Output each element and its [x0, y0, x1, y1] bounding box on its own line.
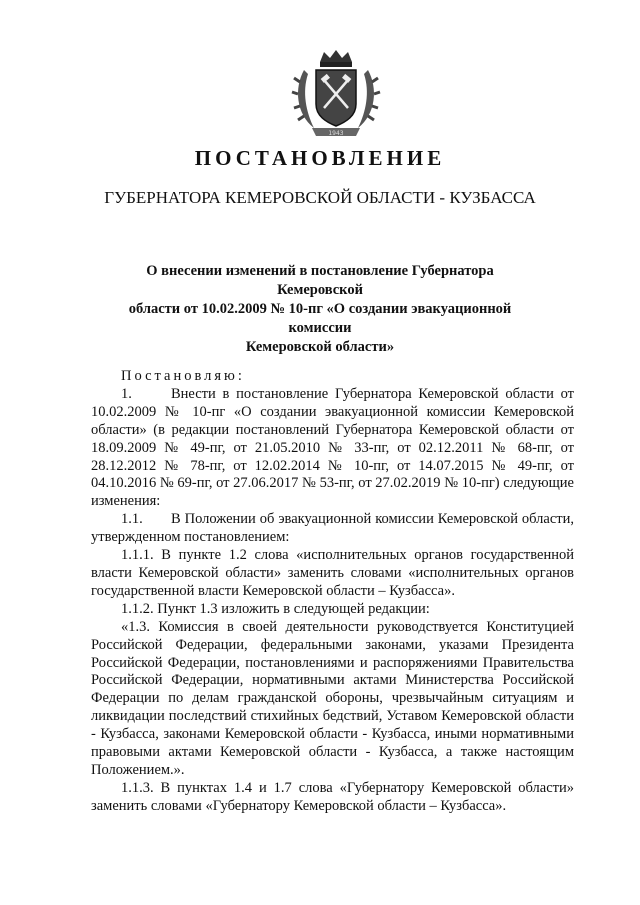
heading-line: Кемеровской области»	[245, 339, 395, 355]
paragraph-1-1-1: 1.1.1. В пункте 1.2 слова «исполнительных органов государственной власти Кемеровской области» заменить словами «исполнительных органов государственной власти Кемеровской области – Кузбасса».	[91, 547, 574, 599]
paragraph-1-1-2: 1.1.2. Пункт 1.3 изложить в следующей редакции:	[121, 600, 430, 617]
paragraph-1-1	[91, 511, 574, 547]
paragraph-1-1-3: 1.1.3. В пунктах 1.4 и 1.7 слова «Губернатору Кемеровской области» заменить словами «Губернатору Кемеровской области – Кузбасса».	[91, 779, 574, 814]
paragraph-text: В Положении об эвакуационной комиссии Кемеровской области, утвержденном постановлением:	[91, 511, 574, 546]
document-heading	[108, 262, 532, 357]
decree-word: Постановляю:	[121, 368, 245, 384]
paragraph-1	[91, 386, 574, 511]
svg-text:1943: 1943	[328, 130, 344, 137]
document-subtitle: ГУБЕРНАТОРА КЕМЕРОВСКОЙ ОБЛАСТИ - КУЗБАССА	[104, 188, 536, 207]
paragraph-number: 1.	[121, 385, 132, 402]
coat-of-arms-kemerovo-icon	[290, 48, 382, 140]
document-title: ПОСТАНОВЛЕНИЕ	[194, 146, 446, 170]
paragraph-number: 1.1.	[121, 511, 143, 528]
heading-line: О внесении изменений в постановление Губернатора Кемеровской	[146, 263, 494, 298]
paragraph-text: Внести в постановление Губернатора Кемеровской области от 10.02.2009 № 10-пг «О создании эвакуационной комиссии Кемеровской области» (в редакции постановлений Губернатора Кемеровской области от 18.09.2009 № 49-пг, от 21.05.2010 № 33-пг, от 02.12.2011 № 68-пг, от 28.12.2012 № 78-пг, от 12.02.2014 № 10-пг, от 14.07.2015 № 49-пг, от 04.10.2016 № 69-пг, от 27.06.2017 № 53-пг, от 27.02.2019 № 10-пг) следующие изменения:	[91, 385, 574, 510]
paragraph-1-3-quote: «1.3. Комиссия в своей деятельности руководствуется Конституцией Российской Федерации, федеральными законами, указами Президента Российской Федерации, постановлениями и распоряжениями Правительства Российской Федерации, нормативными актами Министерства Российской Федерации по делам гражданской обороны, чрезвычайным ситуациям и ликвидации последствий стихийных бедствий, Уставом Кемеровской области - Кузбасса, законами Кемеровской области - Кузбасса, иными нормативными правовыми актами Кемеровской области - Кузбасса, а также настоящим Положением.».	[91, 618, 574, 778]
document-body	[91, 368, 574, 816]
heading-line: области от 10.02.2009 № 10-пг «О создании эвакуационной комиссии	[128, 301, 512, 336]
